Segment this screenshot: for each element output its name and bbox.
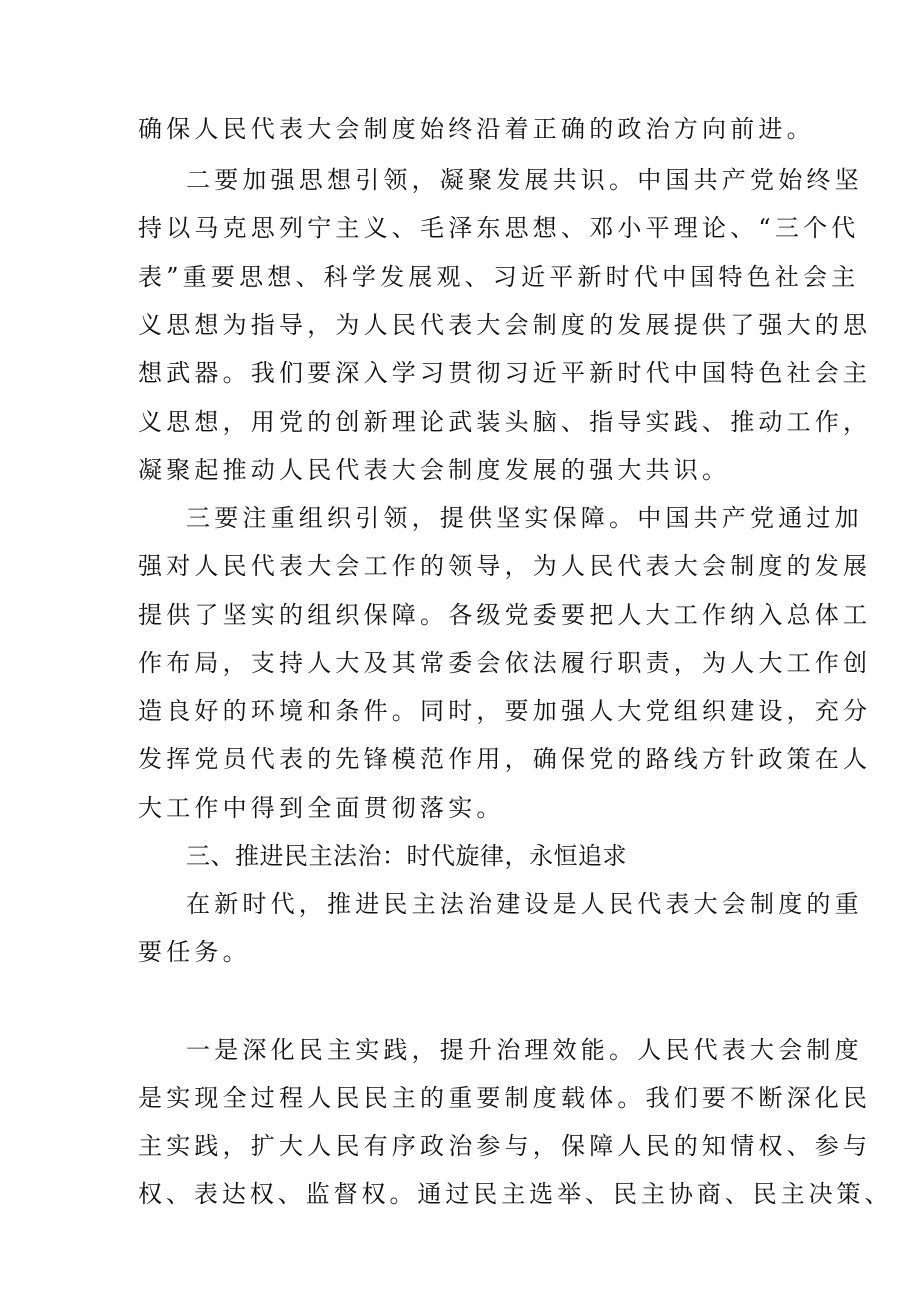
text-line: 义思想，用党的创新理论武装头脑、指导实践、推动工作， — [138, 408, 872, 436]
text-line: 表”重要思想、科学发展观、习近平新时代中国特色社会主 — [138, 263, 860, 291]
paragraph-first-line: 一是深化民主实践，提升治理效能。人民代表大会制度 — [186, 1036, 863, 1064]
section-heading: 三、推进民主法治：时代旋律，永恒追求 — [186, 842, 627, 870]
text-line: 确保人民代表大会制度始终沿着正确的政治方向前进。 — [138, 115, 815, 143]
text-line: 强对人民代表大会工作的领导，为人民代表大会制度的发展 — [138, 552, 872, 580]
text-line: 想武器。我们要深入学习贯彻习近平新时代中国特色社会主 — [138, 359, 872, 387]
text-line: 提供了坚实的组织保障。各级党委要把人大工作纳入总体工 — [138, 601, 872, 629]
paragraph-first-line: 在新时代，推进民主法治建设是人民代表大会制度的重 — [186, 890, 863, 918]
text-line: 权、表达权、监督权。通过民主选举、民主协商、民主决策、 — [138, 1180, 893, 1208]
paragraph-first-line: 三要注重组织引领，提供坚实保障。中国共产党通过加 — [186, 504, 863, 532]
text-line: 要任务。 — [138, 938, 251, 966]
paragraph-first-line: 二要加强思想引领，凝聚发展共识。中国共产党始终坚 — [186, 166, 863, 194]
text-line: 持以马克思列宁主义、毛泽东思想、邓小平理论、“三个代 — [138, 214, 860, 242]
text-line: 义思想为指导，为人民代表大会制度的发展提供了强大的思 — [138, 311, 872, 339]
text-line: 造良好的环境和条件。同时，要加强人大党组织建设，充分 — [138, 697, 872, 725]
text-line: 大工作中得到全面贯彻落实。 — [138, 794, 505, 822]
text-line: 发挥党员代表的先锋模范作用，确保党的路线方针政策在人 — [138, 745, 872, 773]
text-line: 作布局，支持人大及其常委会依法履行职责，为人大工作创 — [138, 649, 872, 677]
text-line: 主实践，扩大人民有序政治参与，保障人民的知情权、参与 — [138, 1132, 872, 1160]
text-line: 凝聚起推动人民代表大会制度发展的强大共识。 — [138, 456, 731, 484]
text-line: 是实现全过程人民民主的重要制度载体。我们要不断深化民 — [138, 1084, 872, 1112]
